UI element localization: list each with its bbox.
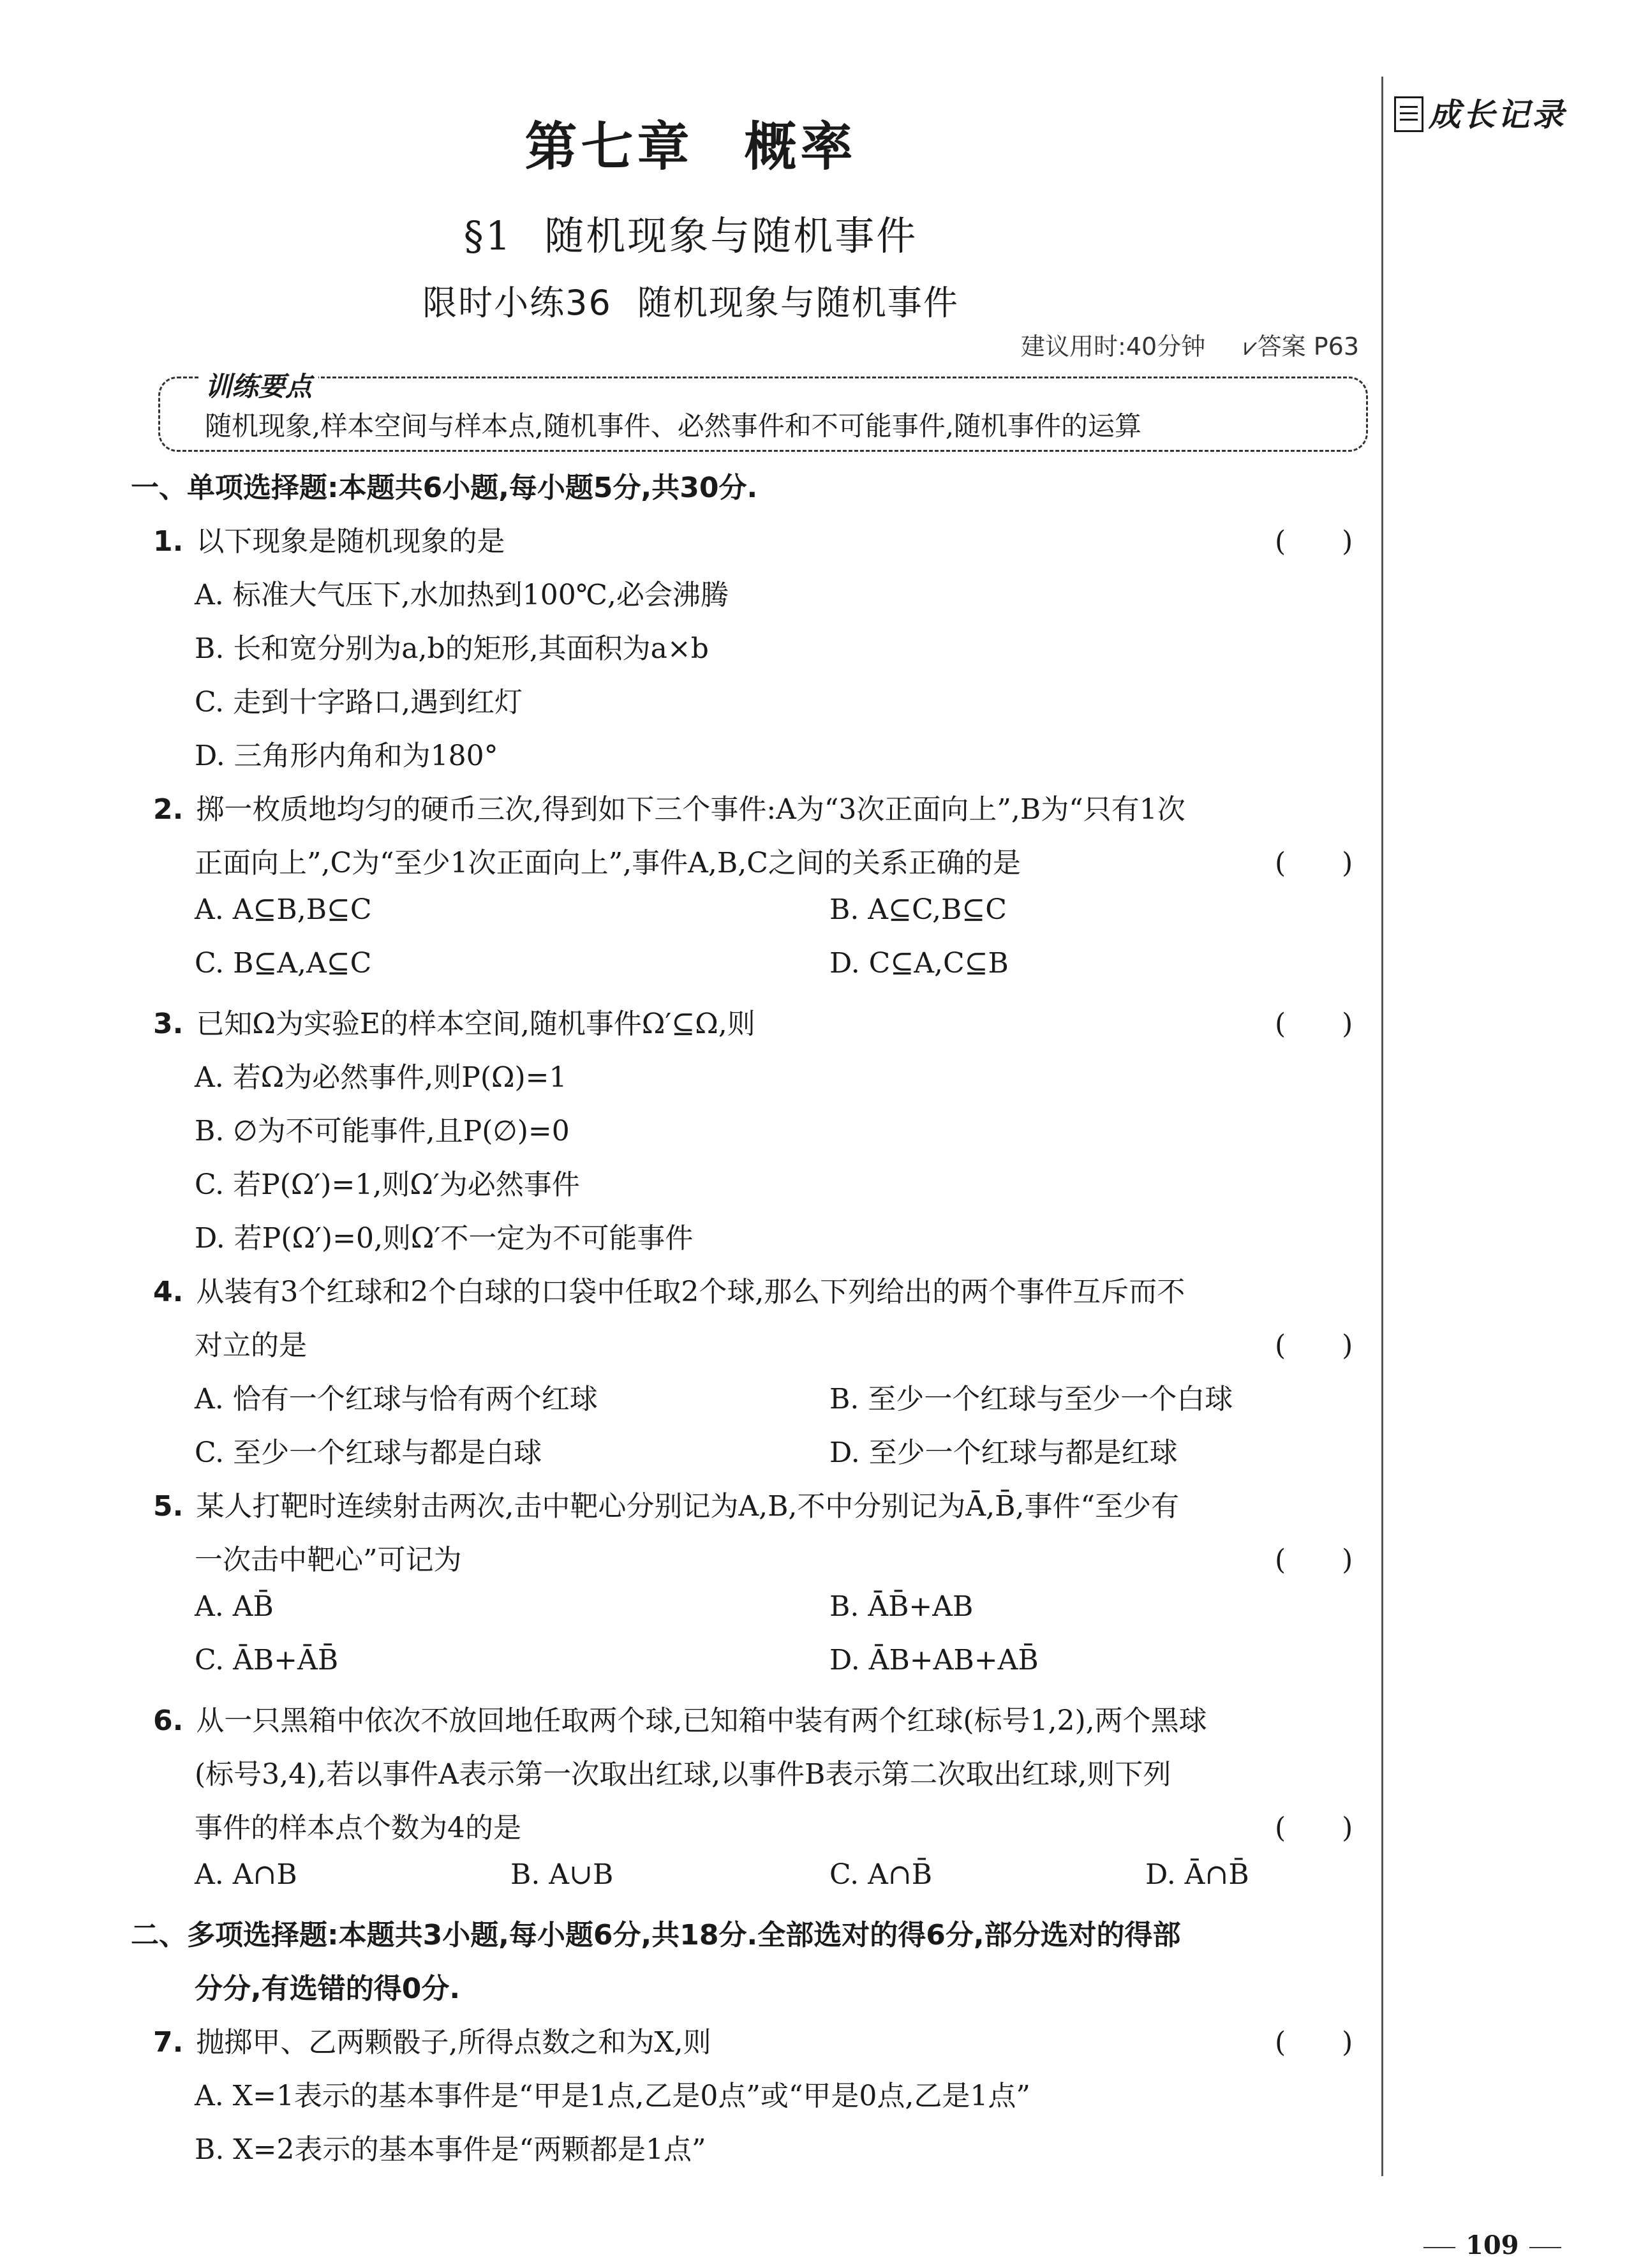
answer-blank[interactable]: ( ) [1275,847,1353,879]
question-number: 3. [153,1008,184,1040]
question-stem: 掷一枚质地均匀的硬币三次,得到如下三个事件:A为“3次正面向上”,B为“只有1次 [196,793,1185,826]
option-d: D. 至少一个红球与都是红球 [829,1436,1178,1469]
chapter-name: 概率 [744,116,857,177]
option-c: C. A∩B̄ [829,1858,933,1891]
option-a: A. AB̄ [195,1590,274,1623]
answer-blank[interactable]: ( ) [1275,2026,1353,2059]
option-b: B. 长和宽分别为a,b的矩形,其面积为a×b [195,632,709,665]
question-stem: 已知Ω为实验E的样本空间,随机事件Ω′⊆Ω,则 [196,1008,755,1040]
option-c: C. 若P(Ω′)=1,则Ω′为必然事件 [195,1168,580,1201]
keypoints-body: 随机现象,样本空间与样本点,随机事件、必然事件和不可能事件,随机事件的运算 [205,410,1142,442]
option-b: B. A∪B [510,1858,614,1891]
question-stem: 从一只黑箱中依次不放回地任取两个球,已知箱中装有两个红球(标号1,2),两个黑球 [196,1705,1207,1737]
footer-dash-left [1423,2247,1455,2248]
answer-blank[interactable]: ( ) [1275,1008,1353,1040]
option-a: A. A⊆B,B⊆C [195,893,372,926]
question-stem: 某人打靶时连续射击两次,击中靶心分别记为A,B,不中分别记为Ā,B̄,事件“至少有 [196,1490,1179,1523]
option-b: B. 至少一个红球与至少一个白球 [829,1383,1233,1415]
page-number: 109 [1466,2230,1519,2260]
question-1 [153,518,505,559]
sidebar-label-text: 成长记录 [1429,96,1566,133]
question-2 [153,786,1185,827]
option-c: C. 至少一个红球与都是白球 [195,1436,542,1469]
option-d: D. ĀB+AB+AB̄ [829,1644,1039,1676]
question-stem-continued: 事件的样本点个数为4的是 [195,1812,521,1844]
question-3 [153,1001,755,1041]
option-c: C. ĀB+ĀB̄ [195,1644,339,1676]
question-number: 6. [153,1705,184,1737]
chapter-title [0,105,1381,180]
section-heading-1: 一、单项选择题:本题共6小题,每小题5分,共30分. [131,472,758,504]
option-a: A. X=1表示的基本事件是“甲是1点,乙是0点”或“甲是0点,乙是1点” [195,2080,1030,2112]
meta-line [1021,327,1359,362]
question-stem-continued: 正面向上”,C为“至少1次正面向上”,事件A,B,C之间的关系正确的是 [195,847,1021,879]
question-stem: 以下现象是随机现象的是 [196,525,505,558]
answer-blank[interactable]: ( ) [1275,1544,1353,1576]
question-number: 4. [153,1276,184,1308]
question-number: 2. [153,793,184,826]
margin-divider [1381,77,1383,2176]
question-stem-continued: 对立的是 [195,1329,307,1362]
keypoints-box [158,371,1368,452]
option-d: D. 三角形内角和为180° [195,740,498,772]
section-title [0,204,1381,261]
chapter-number: 第七章 [524,116,694,177]
question-5 [153,1483,1179,1524]
option-b: B. X=2表示的基本事件是“两颗都是1点” [195,2133,706,2166]
option-b: B. ĀB̄+AB [829,1590,974,1623]
option-b: B. A⊆C,B⊆C [829,893,1007,926]
question-number: 1. [153,525,184,558]
question-7 [153,2019,711,2060]
section-heading-2-continued: 分分,有选错的得0分. [195,1973,461,2005]
option-c: C. B⊆A,A⊆C [195,947,372,980]
question-stem: 抛掷甲、乙两颗骰子,所得点数之和为X,则 [196,2026,711,2059]
option-a: A. 恰有一个红球与恰有两个红球 [195,1383,598,1415]
notebook-icon [1394,96,1423,132]
section-name: 随机现象与随机事件 [544,213,918,259]
sidebar-label [1394,89,1566,135]
option-b: B. ∅为不可能事件,且P(∅)=0 [195,1115,570,1147]
option-c: C. 走到十字路口,遇到红灯 [195,686,523,719]
question-number: 7. [153,2026,184,2059]
section-heading-2: 二、多项选择题:本题共3小题,每小题6分,共18分.全部选对的得6分,部分选对的得部 [131,1919,1181,1951]
practice-name: 随机现象与随机事件 [637,283,959,323]
practice-number: 限时小练36 [422,283,612,323]
keypoints-title: 训练要点 [198,366,318,404]
option-a: A. A∩B [195,1858,297,1891]
answer-blank[interactable]: ( ) [1275,525,1353,558]
question-stem-continued: 一次击中靶心”可记为 [195,1544,462,1576]
question-stem: 从装有3个红球和2个白球的口袋中任取2个球,那么下列给出的两个事件互斥而不 [196,1276,1185,1308]
footer-dash-right [1529,2247,1561,2248]
option-a: A. 标准大气压下,水加热到100℃,必会沸腾 [195,579,729,611]
option-d: D. C⊆A,C⊆B [829,947,1009,980]
section-symbol: §1 [463,213,513,259]
page-footer [1413,2230,1571,2260]
answer-blank[interactable]: ( ) [1275,1329,1353,1362]
answer-blank[interactable]: ( ) [1275,1812,1353,1844]
question-6 [153,1697,1207,1738]
answer-reference: ⩗答案 P63 [1244,332,1359,361]
option-d: D. Ā∩B̄ [1145,1858,1249,1891]
option-d: D. 若P(Ω′)=0,则Ω′不一定为不可能事件 [195,1222,694,1255]
question-4 [153,1269,1185,1309]
practice-title [0,276,1381,325]
question-number: 5. [153,1490,184,1523]
time-hint: 建议用时:40分钟 [1021,332,1206,361]
question-stem-continued: (标号3,4),若以事件A表示第一次取出红球,以事件B表示第二次取出红球,则下列 [195,1758,1171,1791]
option-a: A. 若Ω为必然事件,则P(Ω)=1 [195,1061,567,1094]
